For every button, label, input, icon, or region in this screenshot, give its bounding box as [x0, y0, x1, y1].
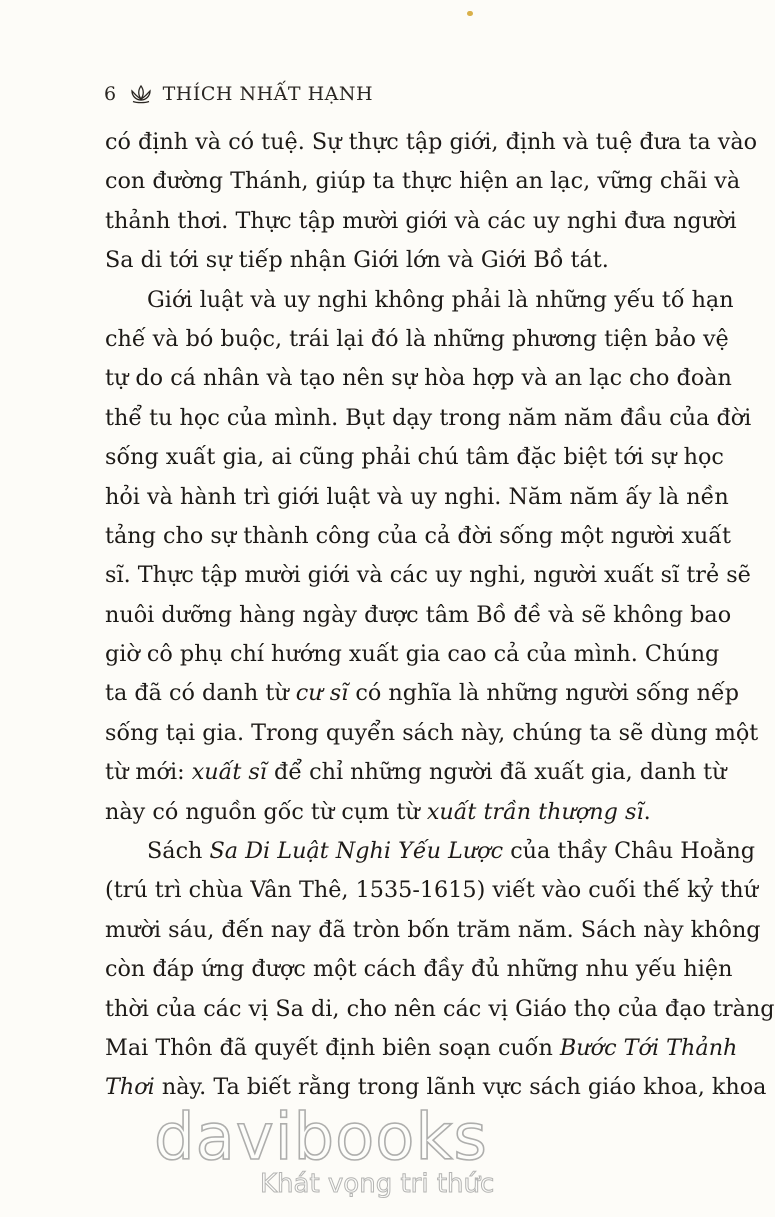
text-line — [105, 399, 752, 438]
text-segment: của thầy Châu Hoằng — [503, 838, 756, 865]
text-segment: nuôi dưỡng hàng ngày được tâm Bồ đề và sẽ không bao — [105, 601, 732, 628]
text-segment: Mai Thôn đã quyết định biên soạn cuốn — [105, 1034, 560, 1061]
text-line — [105, 556, 751, 595]
paper-speck — [467, 11, 473, 16]
text-line — [105, 281, 734, 320]
text-line — [105, 478, 729, 517]
watermark-tagline: Khát vọng tri thức — [260, 1169, 495, 1199]
text-segment: hỏi và hành trì giới luật và uy nghi. Năm năm ấy là nền — [105, 483, 729, 510]
italic-term: xuất trần thượng sĩ — [426, 798, 644, 825]
text-segment: có định và có tuệ. Sự thực tập giới, định và tuệ đưa ta vào — [105, 129, 758, 155]
text-line — [105, 871, 759, 910]
text-line — [105, 832, 756, 871]
text-line — [105, 714, 759, 753]
text-segment: sĩ. Thực tập mười giới và các uy nghi, người xuất sĩ trẻ sẽ — [105, 562, 751, 589]
text-segment: từ mới: — [105, 759, 192, 786]
text-segment: này có nguồn gốc từ cụm từ — [105, 798, 427, 825]
text-segment: này. Ta biết rằng trong lãnh vực sách giáo khoa, khoa — [154, 1074, 767, 1101]
text-segment: Sách — [147, 838, 210, 865]
text-line — [105, 674, 739, 713]
body-text — [105, 123, 775, 1108]
italic-term: xuất sĩ — [191, 759, 267, 786]
text-segment: có nghĩa là những người sống nếp — [348, 680, 739, 707]
text-segment: tự do cá nhân và tạo nên sự hòa hợp và an lạc cho đoàn — [105, 365, 732, 392]
text-line — [105, 635, 720, 674]
text-line — [105, 438, 724, 477]
text-segment: . — [643, 798, 651, 825]
text-line — [105, 162, 741, 201]
text-segment: thể tu học của mình. Bụt dạy trong năm năm đầu của đời — [105, 404, 752, 431]
text-segment: mười sáu, đến nay đã tròn bốn trăm năm. Sách này không — [105, 916, 761, 943]
text-line — [105, 911, 761, 950]
text-line — [105, 596, 732, 635]
italic-term: Sa Di Luật Nghi Yếu Lược — [209, 838, 504, 865]
page-number: 6 — [104, 83, 117, 105]
text-segment: Giới luật và uy nghi không phải là những yếu tố hạn — [147, 286, 734, 313]
text-segment: Sa di tới sự tiếp nhận Giới lớn và Giới Bồ tát. — [105, 247, 609, 274]
text-segment: sống tại gia. Trong quyển sách này, chúng ta sẽ dùng một — [105, 719, 759, 746]
text-line — [105, 241, 657, 280]
text-segment: để chỉ những người đã xuất gia, danh từ — [266, 759, 727, 786]
text-segment: con đường Thánh, giúp ta thực hiện an lạc, vững chãi và — [105, 168, 741, 195]
italic-term: cư sĩ — [295, 680, 349, 707]
text-segment: tảng cho sự thành công của cả đời sống một người xuất — [105, 522, 731, 549]
watermark-brand: davibooks — [154, 1101, 488, 1175]
text-line — [105, 123, 758, 162]
text-line — [105, 202, 737, 241]
text-line — [105, 1029, 738, 1068]
text-segment: (trú trì chùa Vân Thê, 1535-1615) viết vào cuối thế kỷ thứ — [105, 877, 759, 904]
watermark — [154, 1101, 600, 1217]
text-segment: thảnh thơi. Thực tập mười giới và các uy nghi đưa người — [105, 207, 737, 234]
text-line — [105, 517, 731, 556]
text-segment: còn đáp ứng được một cách đầy đủ những nhu yếu hiện — [105, 956, 733, 983]
text-line — [105, 753, 727, 792]
text-segment: ta đã có danh từ — [105, 680, 296, 707]
italic-term: Bước Tới Thảnh — [559, 1034, 738, 1061]
running-title: THÍCH NHẤT HẠNH — [162, 83, 374, 105]
text-segment: sống xuất gia, ai cũng phải chú tâm đặc biệt tới sự học — [105, 444, 724, 471]
text-line — [105, 359, 732, 398]
text-line — [105, 320, 729, 359]
italic-term: Thơi — [105, 1074, 155, 1101]
text-segment: giờ cô phụ chí hướng xuất gia cao cả của mình. Chúng — [105, 641, 720, 668]
running-header — [104, 78, 373, 110]
text-line — [105, 950, 733, 989]
text-line — [105, 793, 657, 832]
text-segment: chế và bó buộc, trái lại đó là những phương tiện bảo vệ — [105, 325, 729, 352]
lotus-icon — [129, 84, 153, 104]
text-segment: thời của các vị Sa di, cho nên các vị Giáo thọ của đạo tràng — [105, 995, 775, 1022]
text-line — [105, 990, 775, 1029]
